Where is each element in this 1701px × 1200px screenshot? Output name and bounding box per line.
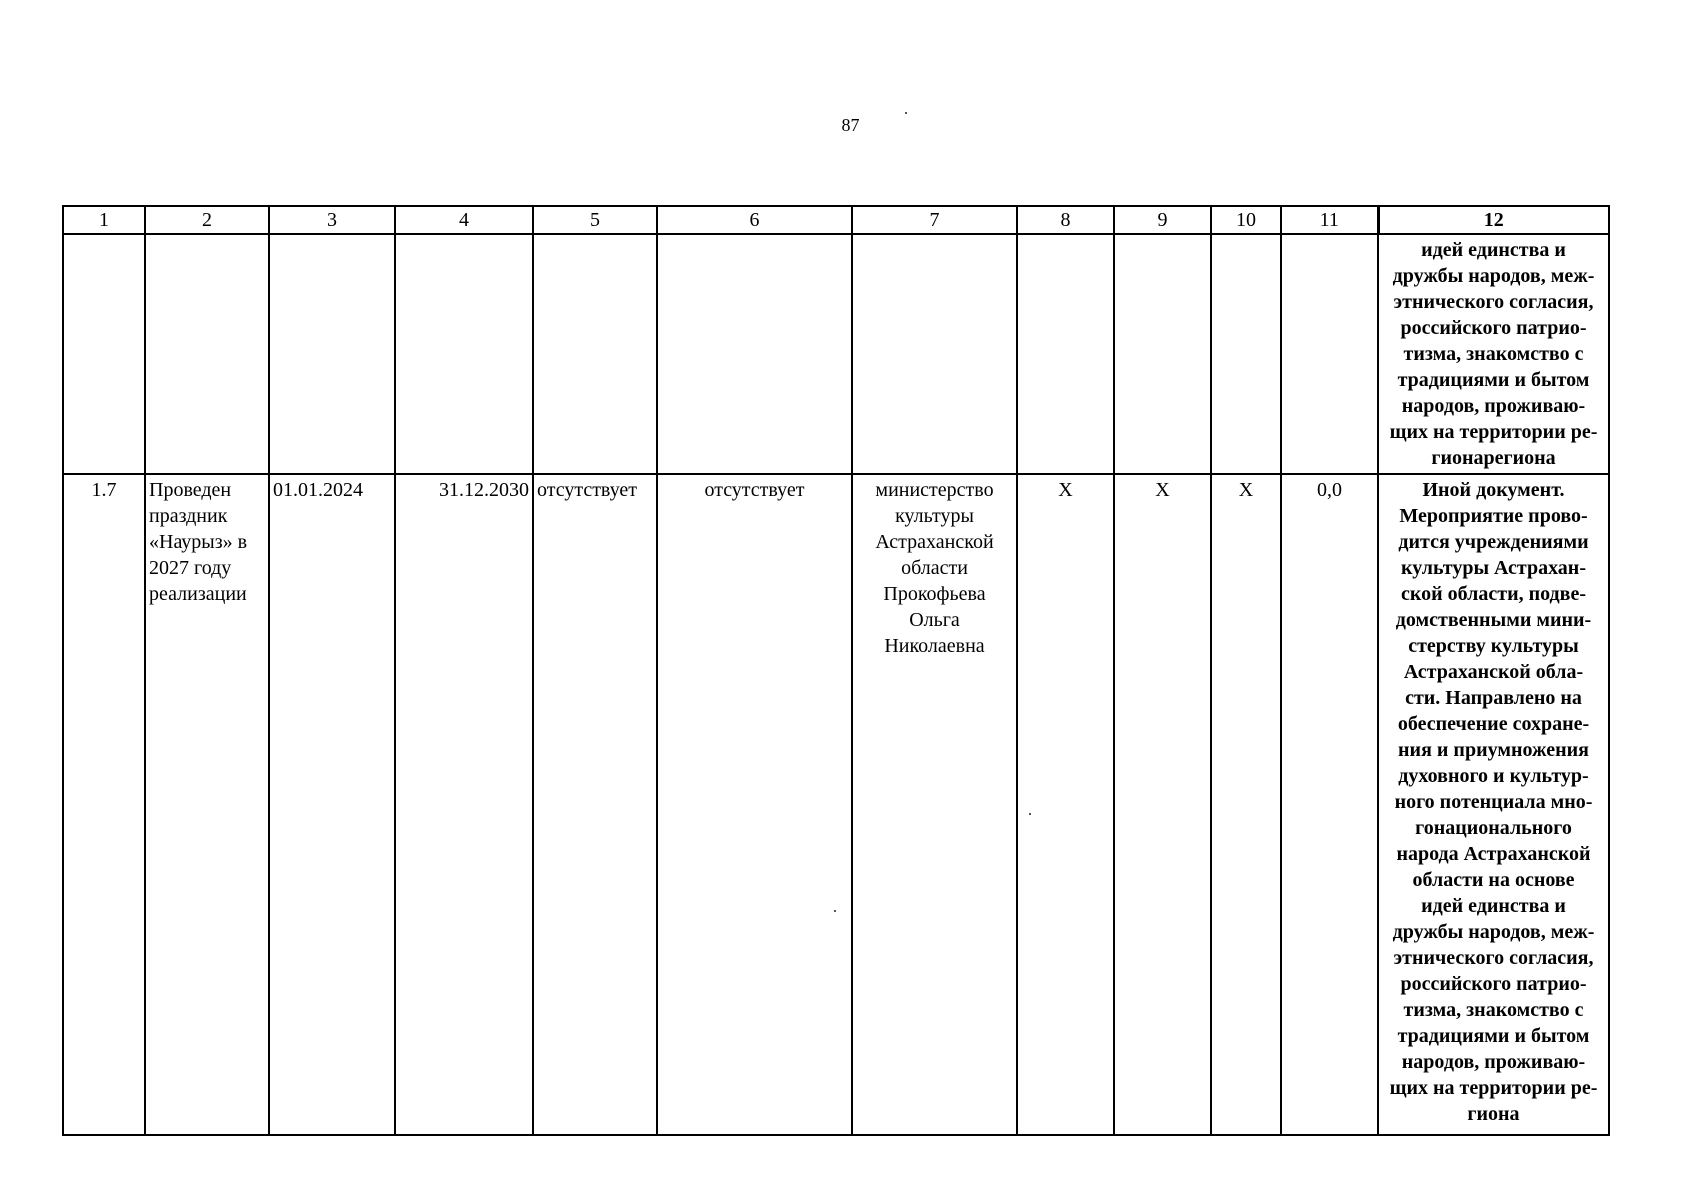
text-line: щих на территории ре- xyxy=(1389,421,1598,443)
text-line: тизма, знакомство с xyxy=(1403,999,1584,1021)
text-line: идей единства и xyxy=(1421,239,1566,261)
header-cell: 1 xyxy=(63,206,145,234)
empty-cell xyxy=(269,234,395,474)
header-cell: 2 xyxy=(145,206,269,234)
text-line: области xyxy=(901,557,968,579)
text-line: гионарегиона xyxy=(1431,447,1556,469)
text-line: Астраханской обла- xyxy=(1403,661,1584,683)
empty-cell xyxy=(1281,234,1378,474)
text-line: Проведен xyxy=(149,479,232,501)
empty-cell xyxy=(1017,234,1114,474)
text-line: реализации xyxy=(149,583,247,605)
text-line: народа Астраханской xyxy=(1396,843,1591,865)
col9-cell: Х xyxy=(1114,474,1211,1135)
empty-cell xyxy=(395,234,533,474)
page-number: 87 xyxy=(841,115,860,135)
text-line: министерство xyxy=(875,479,994,501)
text-line: сти. Направлено на xyxy=(1405,687,1582,709)
text-line: праздник xyxy=(149,505,228,527)
text-line: Ольга xyxy=(909,609,960,631)
text-line: стерству культуры xyxy=(1408,635,1579,657)
text-line: Мероприятие прово- xyxy=(1399,505,1588,527)
continuation-text-cell xyxy=(1378,234,1609,474)
continuation-row xyxy=(63,234,1609,474)
text-line: дружбы народов, меж- xyxy=(1392,265,1595,287)
col6-cell: отсутствует xyxy=(657,474,852,1135)
header-cell: 12 xyxy=(1378,206,1609,234)
text-line: этнического согласия, xyxy=(1393,947,1594,969)
col8-cell: Х xyxy=(1017,474,1114,1135)
header-cell: 9 xyxy=(1114,206,1211,234)
empty-cell xyxy=(1211,234,1281,474)
text-line: дружбы народов, меж- xyxy=(1392,921,1595,943)
text-line: Николаевна xyxy=(884,635,985,657)
text-line: ного потенциала мно- xyxy=(1394,791,1593,813)
table-row xyxy=(63,474,1609,1135)
text-line: российского патрио- xyxy=(1400,317,1587,339)
table-header-row xyxy=(63,206,1609,234)
responsible-cell xyxy=(852,474,1017,1135)
text-line: идей единства и xyxy=(1421,895,1566,917)
measures-table xyxy=(62,205,1610,1136)
text-line: народов, проживаю- xyxy=(1401,395,1586,417)
text-line: этнического согласия, xyxy=(1393,291,1594,313)
header-cell: 5 xyxy=(533,206,657,234)
text-line: Иной документ. xyxy=(1422,479,1565,501)
text-line: «Наурыз» в xyxy=(149,531,248,553)
text-line: тизма, знакомство с xyxy=(1403,343,1584,365)
empty-cell xyxy=(63,234,145,474)
text-line: традициями и бытом xyxy=(1397,369,1590,391)
row-number-cell: 1.7 xyxy=(63,474,145,1135)
header-cell: 8 xyxy=(1017,206,1114,234)
text-line: культуры xyxy=(895,505,974,527)
header-cell: 7 xyxy=(852,206,1017,234)
col10-cell: Х xyxy=(1211,474,1281,1135)
header-cell: 4 xyxy=(395,206,533,234)
text-line xyxy=(149,555,265,581)
header-cell: 10 xyxy=(1211,206,1281,234)
text-line: духовного и культур- xyxy=(1398,765,1589,787)
text-line: гонационального xyxy=(1415,817,1572,839)
scan-speck xyxy=(905,112,907,114)
text-line: области на основе xyxy=(1412,869,1575,891)
description-cell xyxy=(1378,474,1609,1135)
text-line: Прокофьева xyxy=(883,583,986,605)
text-line: 2027 году xyxy=(149,557,232,579)
empty-cell xyxy=(852,234,1017,474)
text-line: Астраханской xyxy=(875,531,994,553)
text-line: культуры Астрахан- xyxy=(1400,557,1586,579)
text-line: щих на территории ре- xyxy=(1389,1077,1598,1099)
text-line: традициями и бытом xyxy=(1397,1025,1590,1047)
start-date-cell: 01.01.2024 xyxy=(269,474,395,1135)
text-line: ской области, подве- xyxy=(1400,583,1586,605)
text-line: народов, проживаю- xyxy=(1401,1051,1586,1073)
header-cell: 6 xyxy=(657,206,852,234)
text-line: обеспечение сохране- xyxy=(1397,713,1590,735)
col11-cell: 0,0 xyxy=(1281,474,1378,1135)
empty-cell xyxy=(145,234,269,474)
header-cell: 11 xyxy=(1281,206,1378,234)
col5-cell: отсутствует xyxy=(533,474,657,1135)
text-line: гиона xyxy=(1467,1103,1520,1125)
empty-cell xyxy=(1114,234,1211,474)
text-line: домственными мини- xyxy=(1395,609,1592,631)
text-line: российского патрио- xyxy=(1400,973,1587,995)
text-line: дится учреждениями xyxy=(1398,531,1589,553)
header-cell: 3 xyxy=(269,206,395,234)
measure-name-cell xyxy=(145,474,269,1135)
empty-cell xyxy=(657,234,852,474)
text-line: ния и приумножения xyxy=(1398,739,1589,761)
empty-cell xyxy=(533,234,657,474)
end-date-cell: 31.12.2030 xyxy=(395,474,533,1135)
